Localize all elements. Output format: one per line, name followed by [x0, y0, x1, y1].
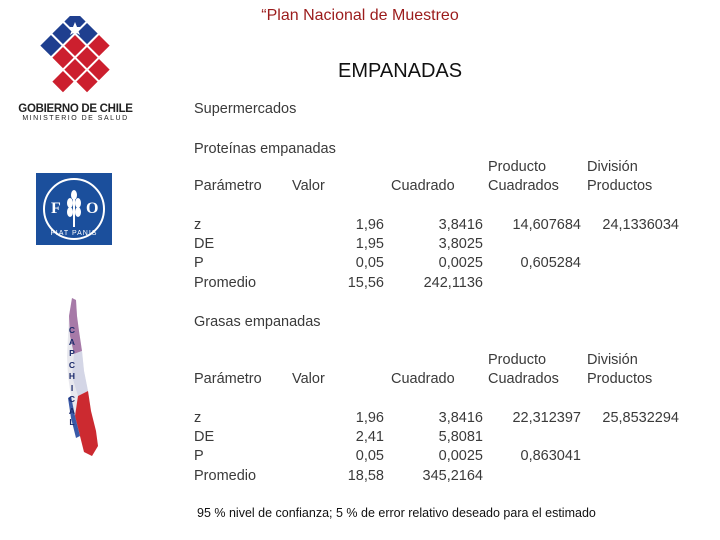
table-cell-valor: 1,96: [355, 217, 384, 233]
svg-text:O: O: [86, 200, 99, 217]
ministerio-name: MINISTERIO DE SALUD: [22, 115, 129, 122]
section-heading: Supermercados: [194, 101, 297, 117]
table-cell-valor: 1,96: [355, 410, 384, 426]
table-row-param: P: [194, 255, 204, 271]
table-cell-cuadrado: 0,0025: [438, 255, 483, 271]
header-division: División: [587, 352, 638, 368]
table-row-param: DE: [194, 236, 215, 252]
table-cell-cuadrado: 0,0025: [438, 448, 483, 464]
table-cell-valor: 1,95: [355, 236, 384, 252]
table-cell-cuadrado: 5,8081: [438, 429, 483, 445]
table-cell-cuadrado: 3,8025: [438, 236, 483, 252]
header-producto: Producto: [488, 352, 547, 368]
table-cell-producto: 22,312397: [512, 410, 581, 426]
table-cell-cuadrado: 345,2164: [422, 468, 483, 484]
footnote: 95 % nivel de confianza; 5 % de error relativo deseado para el estimado: [197, 506, 596, 520]
table-cell-valor: 0,05: [355, 255, 384, 271]
table-cell-producto: 0,605284: [520, 255, 581, 271]
table-row-param: z: [194, 217, 202, 233]
svg-text:F: F: [51, 200, 61, 217]
table-row-param: P: [194, 448, 204, 464]
group-title: Grasas empanadas: [194, 314, 321, 330]
table-cell-cuadrado: 3,8416: [438, 410, 483, 426]
header-valor: Valor: [292, 178, 325, 194]
table-cell-cuadrado: 242,1136: [423, 275, 483, 291]
header-division-productos: Productos: [587, 178, 653, 194]
table-cell-division: 25,8532294: [602, 410, 679, 426]
table-cell-valor: 15,56: [347, 275, 384, 291]
table-row-param: DE: [194, 429, 215, 445]
table-cell-producto: 0,863041: [520, 448, 581, 464]
header-cuadrado: Cuadrado: [391, 371, 455, 387]
table-cell-valor: 2,41: [355, 429, 384, 445]
page-subtitle: EMPANADAS: [338, 60, 463, 82]
table-cell-division: 24,1336034: [602, 217, 679, 233]
header-division: División: [587, 159, 638, 175]
page-title: “Plan Nacional de Muestreo: [261, 7, 459, 24]
header-parametro: Parámetro: [194, 178, 262, 194]
table-row-param: Promedio: [194, 275, 257, 291]
header-parametro: Parámetro: [194, 371, 262, 387]
header-producto-cuadrados: Cuadrados: [488, 178, 559, 194]
chile-map-logo: [58, 296, 100, 458]
fao-logo: [36, 173, 112, 245]
table-cell-cuadrado: 3,8416: [438, 217, 483, 233]
table-row-param: Promedio: [194, 468, 257, 484]
table-row-param: z: [194, 410, 202, 426]
svg-text:FIAT PANIS: FIAT PANIS: [50, 230, 98, 237]
table-cell-producto: 14,607684: [512, 217, 581, 233]
header-producto: Producto: [488, 159, 547, 175]
table-cell-valor: 18,58: [347, 468, 384, 484]
header-division-productos: Productos: [587, 371, 653, 387]
capchical-letters: C A P C H I C A L: [68, 325, 76, 427]
table-cell-valor: 0,05: [355, 448, 384, 464]
header-producto-cuadrados: Cuadrados: [488, 371, 559, 387]
group-title: Proteínas empanadas: [194, 141, 336, 157]
gobierno-name: GOBIERNO DE CHILE: [18, 103, 133, 115]
header-cuadrado: Cuadrado: [391, 178, 455, 194]
header-valor: Valor: [292, 371, 325, 387]
